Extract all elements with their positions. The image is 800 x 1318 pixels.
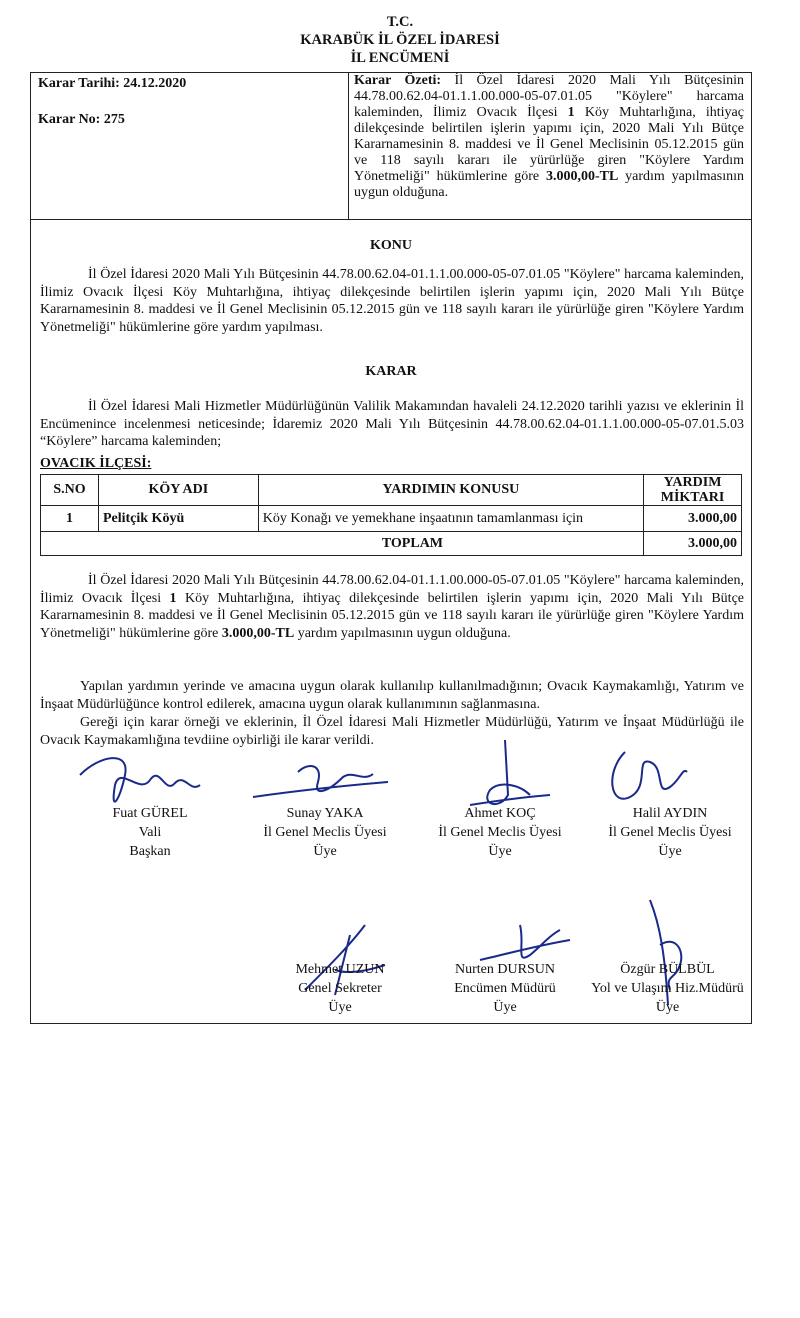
row-sno: 1 bbox=[41, 506, 99, 532]
row-amount: 3.000,00 bbox=[644, 506, 742, 532]
karar-title: KARAR bbox=[365, 364, 417, 379]
signer-title: İl Genel Meclis Üyesi bbox=[263, 825, 387, 840]
closing-p1-amount: 3.000,00-TL bbox=[221, 625, 295, 641]
signature-block-5 bbox=[270, 960, 410, 1017]
header-council: İL ENCÜMENİ bbox=[350, 50, 450, 66]
signer-title: Vali bbox=[138, 825, 162, 840]
header-institution: KARABÜK İL ÖZEL İDARESİ bbox=[300, 32, 500, 48]
summary-amount: 3.000,00-TL bbox=[545, 169, 619, 184]
closing-p2: Yapılan yardımın yerinde ve amacına uygun olarak kullanılıp kullanılmadığının; Ovacık Kaymakamlığı, Yatırım ve İnşaat Müdürlüğünce kontrol edilerek, amacına uygun olarak kullanımının sağlanmasına. bbox=[40, 679, 744, 712]
closing-p1-b: Köy Muhtarlığına, ihtiyaç dilekçesinde belirtilen işlerin yapımı için, 2020 Mali Yılı Bütçe Kararnamesinin 8. maddesi ve İl Genel Meclisinin 05.12.2015 gün ve 118 sayılı kararı ile yürürlüğe giren "Köylere Yardım Yönetmeliği" hükümlerine göre bbox=[40, 590, 744, 641]
decision-date: Karar Tarihi: 24.12.2020 bbox=[38, 76, 187, 91]
decision-no: Karar No: 275 bbox=[38, 112, 125, 127]
decision-summary bbox=[354, 73, 744, 201]
closing-paragraph-2 bbox=[40, 678, 744, 713]
konu-body: İl Özel İdaresi 2020 Mali Yılı Bütçesinin 44.78.00.62.04-01.1.1.00.000-05-07.01.05 "Köylere" harcama kaleminden, İlimiz Ovacık İlçesi Köy Muhtarlığına, ihtiyaç dilekçesinde belirtilen işlerin yapımı için, 2020 Mali Yılı Bütçe Kararnamesinin 8. maddesi ve İl Genel Meclisinin 05.12.2015 gün ve 118 sayılı kararı ile yürürlüğe giren "Köylere Yardım Yönetmeliği" hükümlerine göre yardım yapılması. bbox=[40, 267, 744, 335]
summary-divider bbox=[348, 72, 349, 220]
closing-p1-c: yardım yapılmasının uygun olduğuna. bbox=[294, 625, 511, 641]
signer-role: Üye bbox=[328, 1000, 352, 1015]
signer-title: Yol ve Ulaşım Hiz.Müdürü bbox=[591, 981, 744, 996]
signer-role: Üye bbox=[313, 844, 337, 859]
closing-paragraph-1 bbox=[40, 572, 744, 642]
signer-title: İl Genel Meclis Üyesi bbox=[608, 825, 732, 840]
summary-text-a: İl Özel İdaresi 2020 Mali Yılı Bütçesinin 44.78.00.62.04-01.1.1.00.000-05-07.01.05 "Köylere" harcama kaleminden, İlimiz Ovacık İlçesi bbox=[354, 73, 744, 120]
district-label: OVACIK İLÇESİ: bbox=[40, 456, 152, 471]
konu-text bbox=[40, 266, 744, 336]
signer-role: Üye bbox=[658, 844, 682, 859]
signer-name: Mehmet UZUN bbox=[295, 962, 385, 977]
signer-name: Halil AYDIN bbox=[632, 806, 708, 821]
signer-name: Nurten DURSUN bbox=[455, 962, 555, 977]
signer-role: Başkan bbox=[129, 844, 171, 859]
konu-title: KONU bbox=[370, 238, 412, 253]
col-village: KÖY ADI bbox=[98, 475, 258, 506]
closing-p1-count: 1 bbox=[169, 590, 177, 606]
aid-table bbox=[40, 474, 742, 556]
col-amount: YARDIM MİKTARI bbox=[644, 475, 742, 506]
signer-name: Fuat GÜREL bbox=[112, 806, 188, 821]
signature-mark-3 bbox=[450, 735, 560, 815]
total-value: 3.000,00 bbox=[644, 532, 742, 556]
total-label: TOPLAM bbox=[41, 532, 644, 556]
signature-block-6 bbox=[430, 960, 580, 1017]
signature-block-7 bbox=[585, 960, 750, 1017]
row-subject: Köy Konağı ve yemekhane inşaatının tamamlanması için bbox=[258, 506, 643, 532]
col-subject: YARDIMIN KONUSU bbox=[258, 475, 643, 506]
summary-count: 1 bbox=[567, 105, 575, 120]
table-total-row bbox=[41, 532, 742, 556]
signature-block-1 bbox=[80, 804, 220, 861]
summary-text-c: yardım yapılmasının uygun olduğuna. bbox=[354, 169, 744, 200]
signer-name: Özgür BÜLBÜL bbox=[620, 962, 715, 977]
col-sno: S.NO bbox=[41, 475, 99, 506]
table-header-row bbox=[41, 475, 742, 506]
signature-block-3 bbox=[420, 804, 580, 861]
karar-body: İl Özel İdaresi Mali Hizmetler Müdürlüğünün Valilik Makamından havaleli 24.12.2020 tarihli yazısı ve eklerinin İl Encümenince incelenmesi neticesinde; İdaremiz 2020 Mali Yılı Bütçesinin 44.78.00.62.04-01.1.1.00.000-05-07.01.5.03 “Köylere” harcama kaleminden; bbox=[40, 399, 744, 449]
signer-name: Ahmet KOÇ bbox=[464, 806, 536, 821]
table-row bbox=[41, 506, 742, 532]
signer-name: Sunay YAKA bbox=[286, 806, 364, 821]
signer-title: Encümen Müdürü bbox=[454, 981, 556, 996]
signer-role: Üye bbox=[655, 1000, 680, 1015]
signer-role: Üye bbox=[488, 844, 512, 859]
karar-text bbox=[40, 398, 744, 451]
header-tc: T.C. bbox=[386, 14, 414, 30]
signer-title: Genel Sekreter bbox=[298, 981, 382, 996]
row-village: Pelitçik Köyü bbox=[98, 506, 258, 532]
closing-p1-a: İl Özel İdaresi 2020 Mali Yılı Bütçesinin 44.78.00.62.04-01.1.1.00.000-05-07.01.05 "Köylere" harcama kaleminden, İlimiz Ovacık İlçesi bbox=[40, 573, 744, 606]
summary-text-b: Köy Muhtarlığına, ihtiyaç dilekçesinde belirtilen işlerin yapımı için, 2020 Mali Yılı Bütçe Kararnamesinin 8. maddesi ve İl Genel Meclisinin 05.12.2015 gün ve 118 sayılı kararı ile yürürlüğe giren "Köylere Yardım Yönetmeliği" hükümlerine göre bbox=[354, 105, 744, 184]
signer-role: Üye bbox=[493, 1000, 517, 1015]
signer-title: İl Genel Meclis Üyesi bbox=[438, 825, 562, 840]
signature-block-2 bbox=[245, 804, 405, 861]
closing-p3: Gereği için karar örneği ve eklerinin, İl Özel İdaresi Mali Hizmetler Müdürlüğü, Yatırım ve İnşaat Müdürlüğü ile Ovacık Kaymakamlığına tevdiine oybirliği ile karar verildi. bbox=[40, 715, 744, 748]
summary-label: Karar Özeti: bbox=[354, 73, 442, 88]
signature-block-4 bbox=[590, 804, 750, 861]
